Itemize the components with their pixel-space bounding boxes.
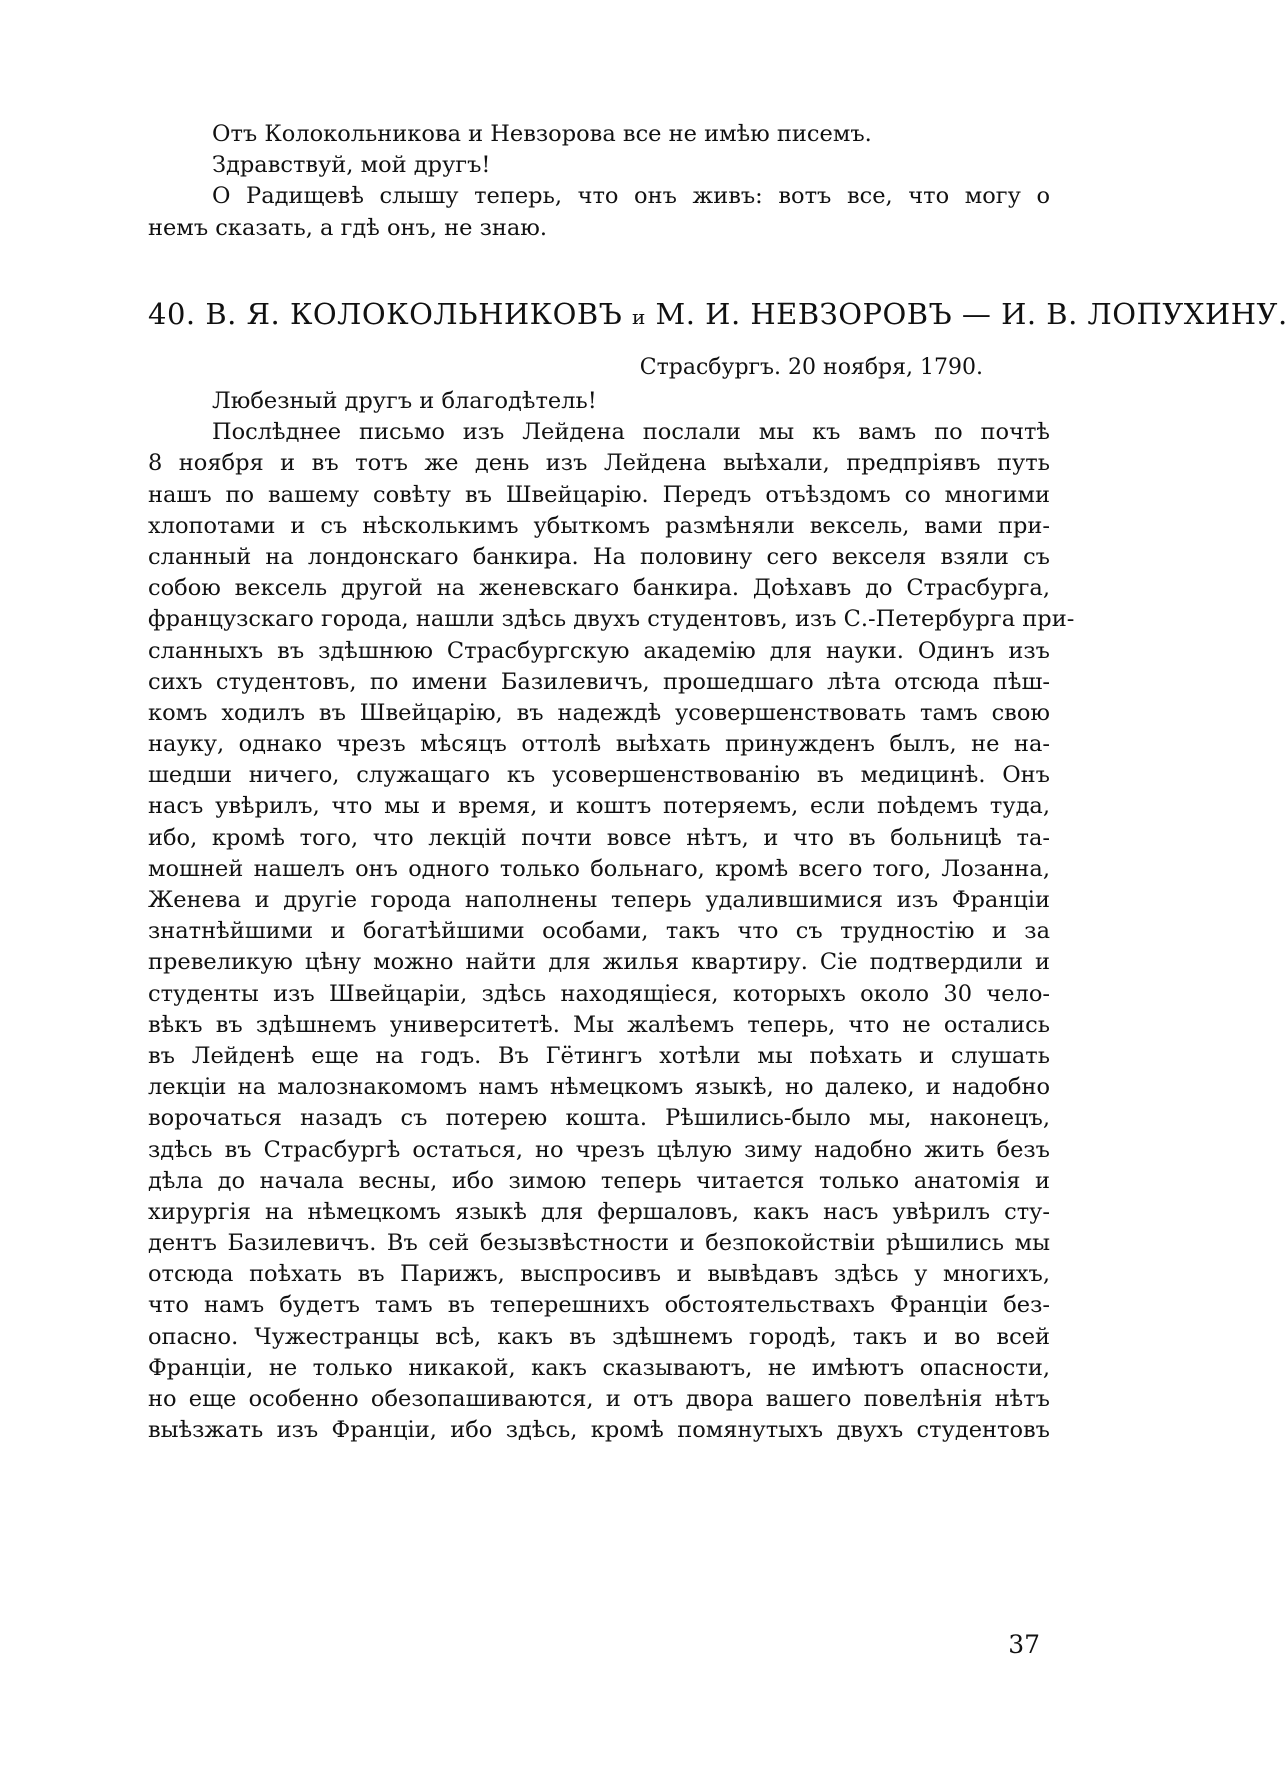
text-line: ибо, кромѣ того, что лекцій почти вовсе нѣтъ, и что въ больницѣ та- bbox=[148, 824, 1050, 851]
letter-heading bbox=[148, 294, 1288, 337]
text-line: 8 ноября и въ тотъ же день изъ Лейдена выѣхали, предпріявъ путь bbox=[148, 450, 1050, 477]
heading-senders: 40. В. Я. КОЛОКОЛЬНИКОВЪ bbox=[148, 297, 623, 331]
letter-body bbox=[148, 386, 1075, 1446]
text-line: шедши ничего, служащаго къ усовершенствованію въ медицинѣ. Онъ bbox=[148, 762, 1050, 789]
text-line: науку, однако чрезъ мѣсяцъ оттолѣ выѣхать принужденъ былъ, не на- bbox=[148, 731, 1050, 758]
text-line: мошней нашелъ онъ одного только больнаго, кромѣ всего того, Лозанна, bbox=[148, 855, 1050, 882]
text-line: хлопотами и съ нѣсколькимъ убыткомъ размѣняли вексель, вами при- bbox=[148, 512, 1050, 539]
previous-letter-ending bbox=[148, 119, 1050, 244]
text-line: дѣла до начала весны, ибо зимою теперь читается только анатомія и bbox=[148, 1167, 1050, 1194]
text-line: но еще особенно обезопашиваются, и отъ двора вашего повелѣнія нѣтъ bbox=[148, 1386, 1050, 1412]
text-line: Послѣднее письмо изъ Лейдена послали мы къ вамъ по почтѣ bbox=[212, 419, 1050, 446]
text-line: Франціи, не только никакой, какъ сказываютъ, не имѣютъ опасности, bbox=[148, 1354, 1050, 1381]
text-line: немъ сказать, а гдѣ онъ, не знаю. bbox=[148, 214, 548, 241]
text-line: лекціи на малознакомомъ намъ нѣмецкомъ языкѣ, но далеко, и надобно bbox=[148, 1074, 1050, 1101]
text-line: здѣсь въ Страсбургѣ остаться, но чрезъ цѣлую зиму надобно жить безъ bbox=[148, 1136, 1050, 1163]
text-line: превеликую цѣну можно найти для жилья квартиру. Сіе подтвердили и bbox=[148, 949, 1050, 976]
text-line: ворочаться назадъ съ потерею кошта. Рѣшились-было мы, наконецъ, bbox=[148, 1105, 1050, 1132]
text-line: сланный на лондонскаго банкира. На половину сего векселя взяли съ bbox=[148, 543, 1050, 570]
text-line: комъ ходилъ въ Швейцарію, въ надеждѣ усовершенствовать тамъ свою bbox=[148, 699, 1050, 726]
text-line: знатнѣйшими и богатѣйшими особами, такъ что съ трудностію и за bbox=[148, 918, 1050, 945]
text-line: въ Лейденѣ еще на годъ. Въ Гётингъ хотѣли мы поѣхать и слушать bbox=[148, 1042, 1050, 1069]
text-line: вѣкъ въ здѣшнемъ университетѣ. Мы жалѣемъ теперь, что не остались bbox=[148, 1011, 1050, 1038]
heading-conjunction: и bbox=[631, 305, 646, 329]
text-line: сланныхъ въ здѣшнюю Страсбургскую академію для науки. Одинъ изъ bbox=[148, 637, 1050, 664]
text-line: Здравствуй, мой другъ! bbox=[212, 152, 491, 179]
page-number: 37 bbox=[1008, 1630, 1040, 1659]
text-line: что намъ будетъ тамъ въ теперешнихъ обстоятельствахъ Франціи без- bbox=[148, 1292, 1050, 1319]
text-line: французскаго города, нашли здѣсь двухъ студентовъ, изъ С.-Петербурга при- bbox=[148, 606, 1075, 633]
text-line: Отъ Колокольникова и Невзорова все не имѣю писемъ. bbox=[212, 121, 872, 147]
text-line: дентъ Базилевичъ. Въ сей безызвѣстности и безпокойствіи рѣшились мы bbox=[148, 1230, 1050, 1257]
text-line: Женева и другіе города наполнены теперь удалившимися изъ Франціи bbox=[148, 887, 1050, 913]
text-line: О Радищевѣ слышу теперь, что онъ живъ: вотъ все, что могу о bbox=[212, 183, 1050, 210]
letter-salutation: Любезный другъ и благодѣтель! bbox=[212, 388, 597, 414]
text-line: хирургія на нѣмецкомъ языкѣ для фершаловъ, какъ насъ увѣрилъ сту- bbox=[148, 1198, 1050, 1225]
letter-dateline: Страсбургъ. 20 ноября, 1790. bbox=[639, 355, 983, 380]
text-line: нашъ по вашему совѣту въ Швейцарію. Передъ отъѣздомъ со многими bbox=[148, 481, 1050, 508]
text-line: отсюда поѣхать въ Парижъ, выспросивъ и вывѣдавъ здѣсь у многихъ, bbox=[148, 1261, 1050, 1288]
text-line: выѣзжать изъ Франціи, ибо здѣсь, кромѣ помянутыхъ двухъ студентовъ bbox=[148, 1417, 1050, 1444]
text-line: опасно. Чужестранцы всѣ, какъ въ здѣшнемъ городѣ, такъ и во всей bbox=[148, 1323, 1050, 1350]
text-line: студенты изъ Швейцаріи, здѣсь находящіеся, которыхъ около 30 чело- bbox=[148, 980, 1050, 1007]
text-line: собою вексель другой на женевскаго банкира. Доѣхавъ до Страсбурга, bbox=[148, 575, 1050, 602]
heading-recipients: М. И. НЕВЗОРОВЪ — И. В. ЛОПУХИНУ. bbox=[655, 297, 1288, 331]
text-line: насъ увѣрилъ, что мы и время, и коштъ потеряемъ, если поѣдемъ туда, bbox=[148, 793, 1050, 820]
text-line: сихъ студентовъ, по имени Базилевичъ, прошедшаго лѣта отсюда пѣш- bbox=[148, 668, 1050, 695]
